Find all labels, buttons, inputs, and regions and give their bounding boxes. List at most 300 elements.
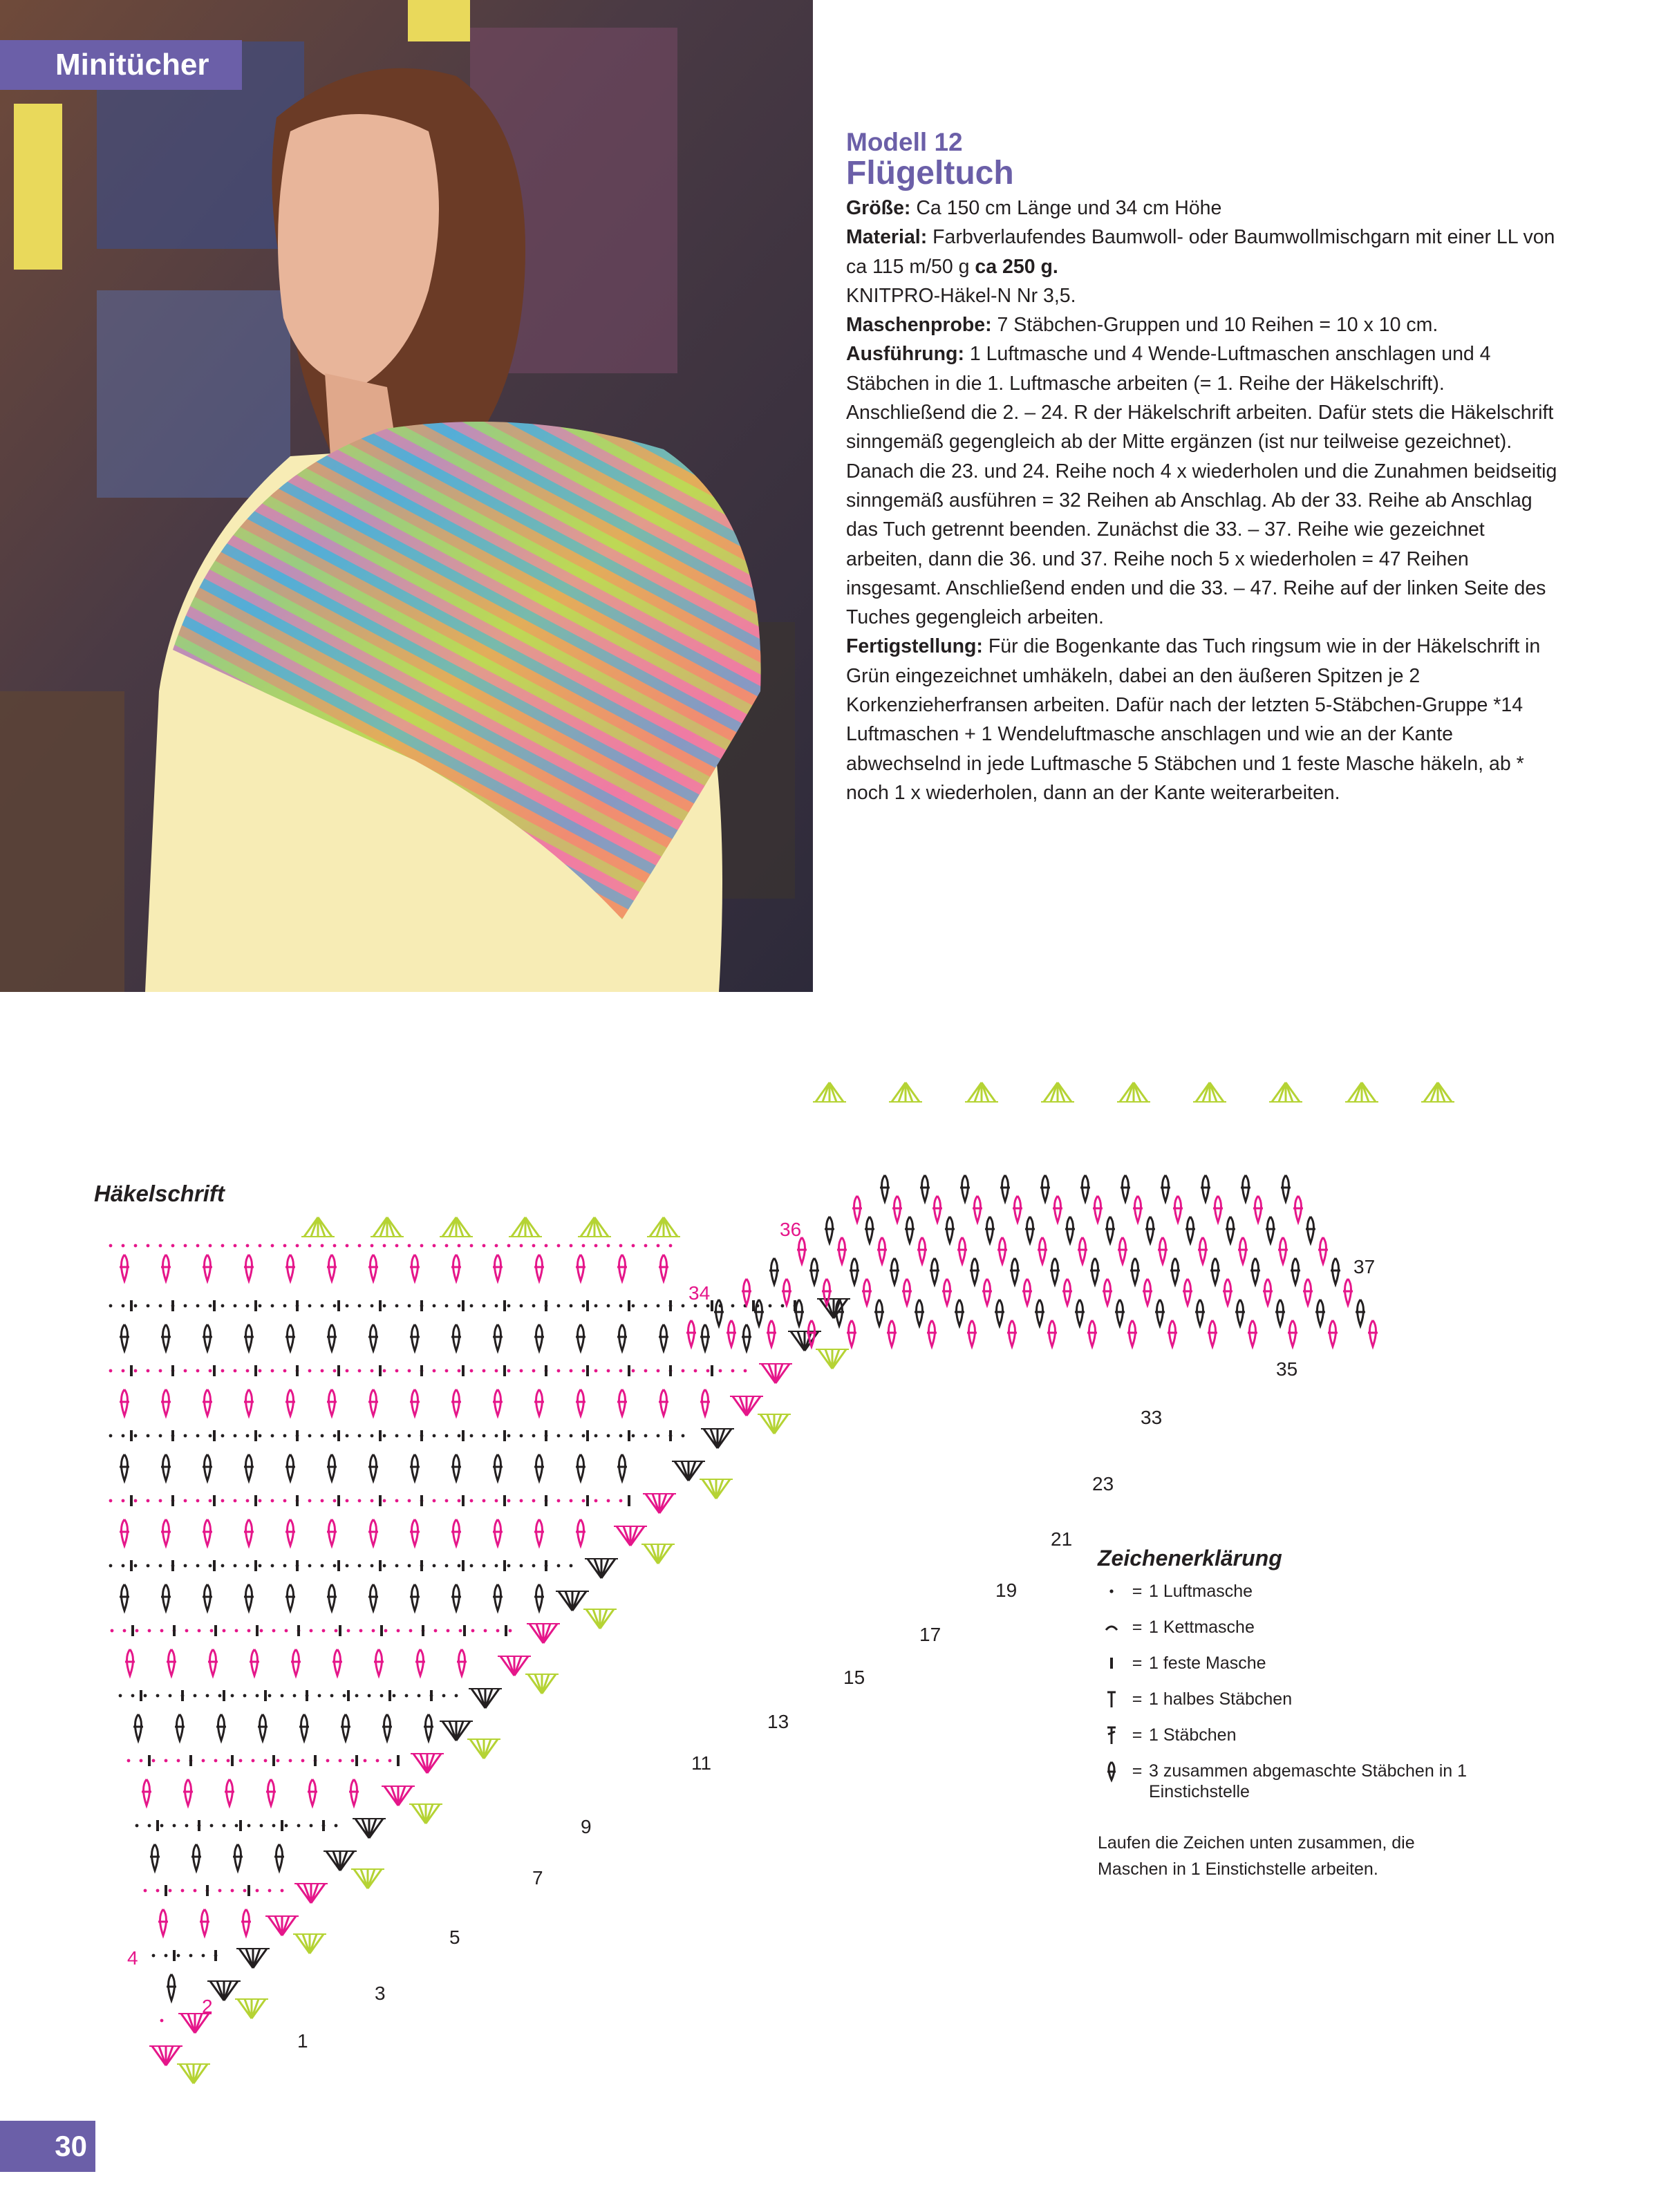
chain-stitch-mark bbox=[234, 1499, 237, 1503]
chain-stitch-mark bbox=[185, 1824, 189, 1828]
chain-stitch-mark bbox=[159, 1499, 162, 1503]
cluster-stitch-mark bbox=[374, 1649, 384, 1676]
single-crochet-mark bbox=[462, 1365, 465, 1376]
cluster-stitch-mark bbox=[727, 1320, 736, 1347]
chain-stitch-mark bbox=[507, 1244, 511, 1248]
cluster-stitch-mark bbox=[1235, 1300, 1245, 1326]
chain-stitch-mark bbox=[147, 1434, 150, 1438]
chain-stitch-mark bbox=[532, 1564, 536, 1568]
chain-stitch-mark bbox=[247, 1629, 251, 1633]
chain-stitch-mark bbox=[495, 1499, 498, 1503]
single-crochet-mark bbox=[430, 1690, 433, 1701]
cluster-stitch-mark bbox=[410, 1255, 420, 1281]
cluster-stitch-mark bbox=[1035, 1300, 1044, 1326]
chain-stitch-mark bbox=[557, 1244, 561, 1248]
chain-stitch-mark bbox=[123, 1629, 126, 1633]
chain-stitch-mark bbox=[147, 1499, 150, 1503]
cluster-stitch-mark bbox=[203, 1324, 212, 1351]
cluster-stitch-mark bbox=[120, 1584, 129, 1611]
chain-stitch-mark bbox=[358, 1564, 362, 1568]
single-crochet-mark bbox=[669, 1430, 672, 1441]
chain-stitch-mark bbox=[235, 1824, 238, 1828]
chain-stitch-mark bbox=[731, 1304, 735, 1308]
chain-stitch-mark bbox=[339, 1759, 342, 1763]
single-crochet-mark bbox=[380, 1625, 383, 1636]
single-crochet-mark bbox=[355, 1755, 358, 1766]
legend-equals: = bbox=[1132, 1653, 1143, 1673]
chain-stitch-mark bbox=[109, 1564, 113, 1568]
chain-stitch-mark bbox=[246, 1499, 250, 1503]
legend-row-double bbox=[1098, 1725, 1485, 1745]
chain-stitch-mark bbox=[209, 1369, 212, 1373]
chain-stitch-mark bbox=[122, 1564, 125, 1568]
chain-stitch-mark bbox=[445, 1434, 449, 1438]
single-crochet-mark bbox=[171, 1300, 174, 1311]
chain-stitch-mark bbox=[283, 1564, 287, 1568]
single-crochet-mark bbox=[214, 1625, 217, 1636]
chain-stitch-mark bbox=[321, 1499, 324, 1503]
cluster-stitch-mark bbox=[133, 1714, 143, 1741]
chain-stitch-mark bbox=[509, 1629, 512, 1633]
chain-stitch-mark bbox=[682, 1369, 685, 1373]
cluster-stitch-mark bbox=[457, 1649, 467, 1676]
cluster-stitch-mark bbox=[1253, 1196, 1263, 1222]
photo-illustration bbox=[0, 0, 813, 992]
chain-stitch-mark bbox=[470, 1244, 474, 1248]
chain-stitch-mark bbox=[495, 1304, 498, 1308]
chain-stitch-mark bbox=[358, 1369, 362, 1373]
chain-stitch-mark bbox=[395, 1304, 399, 1308]
chain-stitch-mark bbox=[409, 1629, 413, 1633]
chain-stitch-mark bbox=[173, 1824, 176, 1828]
cluster-stitch-mark bbox=[410, 1324, 420, 1351]
chain-stitch-mark bbox=[122, 1304, 125, 1308]
chain-stitch-mark bbox=[459, 1629, 462, 1633]
chain-stitch-mark bbox=[458, 1564, 461, 1568]
cluster-stitch-mark bbox=[120, 1519, 129, 1546]
chain-stitch-mark bbox=[256, 1889, 259, 1893]
chain-stitch-mark bbox=[442, 1694, 446, 1698]
cluster-stitch-mark bbox=[368, 1255, 378, 1281]
chain-stitch-mark bbox=[177, 1954, 180, 1958]
chain-stitch-mark bbox=[135, 1629, 139, 1633]
chain-stitch-mark bbox=[570, 1369, 573, 1373]
cluster-stitch-mark bbox=[225, 1779, 234, 1806]
chain-stitch-mark bbox=[160, 1824, 164, 1828]
cluster-stitch-mark bbox=[576, 1454, 585, 1481]
chain-stitch-mark bbox=[271, 1564, 274, 1568]
chain-stitch-mark bbox=[177, 1759, 180, 1763]
cluster-stitch-mark bbox=[1127, 1320, 1137, 1347]
chain-stitch-mark bbox=[371, 1369, 374, 1373]
single-crochet-mark bbox=[397, 1755, 400, 1766]
cluster-stitch-mark bbox=[175, 1714, 185, 1741]
cluster-stitch-mark bbox=[1275, 1300, 1285, 1326]
chain-stitch-mark bbox=[395, 1434, 399, 1438]
row-number-label: 9 bbox=[581, 1816, 592, 1837]
cluster-stitch-mark bbox=[1238, 1237, 1248, 1264]
cluster-stitch-mark bbox=[244, 1324, 254, 1351]
cluster-stitch-mark bbox=[865, 1217, 874, 1243]
chain-stitch-mark bbox=[545, 1244, 548, 1248]
single-crochet-mark bbox=[130, 1365, 133, 1376]
single-crochet-mark bbox=[462, 1430, 465, 1441]
cluster-stitch-mark bbox=[1356, 1300, 1365, 1326]
chain-stitch-mark bbox=[445, 1369, 449, 1373]
size-label: Größe: bbox=[846, 197, 911, 219]
cluster-stitch-mark bbox=[1208, 1320, 1217, 1347]
chain-stitch-mark bbox=[147, 1244, 150, 1248]
chain-stitch-mark bbox=[495, 1434, 498, 1438]
chain-stitch-mark bbox=[134, 1499, 138, 1503]
cluster-stitch-mark bbox=[274, 1844, 284, 1871]
legend-row-chain bbox=[1098, 1581, 1485, 1602]
chain-stitch-mark bbox=[371, 1564, 374, 1568]
chain-stitch-mark bbox=[458, 1434, 461, 1438]
chain-stitch-mark bbox=[122, 1434, 125, 1438]
chain-stitch-mark bbox=[259, 1304, 262, 1308]
single-crochet-mark bbox=[130, 1495, 133, 1506]
chain-stitch-mark bbox=[308, 1434, 312, 1438]
legend-equals: = bbox=[1132, 1618, 1143, 1637]
single-crochet-mark bbox=[264, 1690, 267, 1701]
cluster-stitch-mark bbox=[1121, 1175, 1130, 1201]
cluster-stitch-mark bbox=[905, 1217, 915, 1243]
cluster-stitch-mark bbox=[617, 1255, 627, 1281]
chain-stitch-mark bbox=[283, 1304, 287, 1308]
chain-stitch-mark bbox=[470, 1304, 474, 1308]
single-crochet-mark bbox=[296, 1300, 299, 1311]
chain-stitch-mark bbox=[694, 1369, 697, 1373]
size-text: Ca 150 cm Länge und 34 cm Höhe bbox=[910, 197, 1222, 219]
cluster-stitch-mark bbox=[973, 1196, 982, 1222]
cluster-stitch-mark bbox=[451, 1519, 461, 1546]
cluster-stitch-mark bbox=[1303, 1279, 1313, 1305]
chain-stitch-mark bbox=[301, 1759, 305, 1763]
chain-stitch-mark bbox=[570, 1304, 573, 1308]
cluster-stitch-mark bbox=[995, 1300, 1004, 1326]
gauge-label: Maschenprobe: bbox=[846, 314, 992, 337]
chain-stitch-mark bbox=[159, 1244, 162, 1248]
cluster-stitch-mark bbox=[1103, 1279, 1112, 1305]
chain-stitch-mark bbox=[405, 1694, 409, 1698]
single-crochet-mark bbox=[545, 1365, 547, 1376]
cluster-stitch-mark bbox=[1090, 1258, 1100, 1284]
single-crochet-mark bbox=[503, 1430, 506, 1441]
chain-stitch-mark bbox=[223, 1629, 226, 1633]
cluster-stitch-mark bbox=[957, 1237, 967, 1264]
cluster-stitch-mark bbox=[410, 1584, 420, 1611]
cluster-stitch-mark bbox=[1250, 1258, 1260, 1284]
chain-stitch-mark bbox=[252, 1759, 255, 1763]
finishing-text: Für die Bogenkante das Tuch ringsum wie in der Häkelschrift in Grün eingezeichnet umhäkeln, dabei an den äußeren Spitzen je 2 Korkenzieherfransen arbeiten. Dafür nach der letzten 5-Stäbchen-Gruppe *14 Luftmaschen + 1 Wendeluftmasche anschlagen und wie an der Kante abwechselnd in jede Luftmasche 5 Stäbchen und 1 feste Masche häkeln, ab * noch 1 x wiederholen, dann an der Kante weiterarbeiten. bbox=[846, 635, 1541, 804]
chain-stitch-mark bbox=[433, 1499, 436, 1503]
cluster-stitch-mark bbox=[244, 1389, 254, 1416]
cluster-stitch-mark bbox=[576, 1389, 585, 1416]
single-crochet-mark bbox=[296, 1430, 299, 1441]
chain-stitch-mark bbox=[260, 1824, 263, 1828]
cluster-stitch-mark bbox=[1130, 1258, 1140, 1284]
cluster-stitch-mark bbox=[424, 1714, 433, 1741]
chain-stitch-mark bbox=[165, 1954, 168, 1958]
row-number-label: 37 bbox=[1353, 1256, 1376, 1277]
cluster-stitch-mark bbox=[120, 1324, 129, 1351]
cluster-stitch-mark bbox=[1288, 1320, 1297, 1347]
legend-text-half: 1 halbes Stäbchen bbox=[1149, 1689, 1293, 1709]
chain-stitch-mark bbox=[218, 1889, 222, 1893]
cluster-stitch-mark bbox=[1053, 1196, 1062, 1222]
cluster-stitch-mark bbox=[203, 1389, 212, 1416]
legend-equals: = bbox=[1132, 1689, 1143, 1709]
chain-stitch-mark bbox=[346, 1369, 349, 1373]
cluster-stitch-mark bbox=[686, 1320, 696, 1347]
chain-stitch-mark bbox=[657, 1369, 660, 1373]
single-crochet-mark bbox=[198, 1820, 200, 1831]
cluster-stitch-icon bbox=[1098, 1761, 1125, 1781]
chain-stitch-mark bbox=[221, 1369, 225, 1373]
cluster-stitch-mark bbox=[945, 1217, 955, 1243]
cluster-stitch-mark bbox=[451, 1584, 461, 1611]
chain-stitch-mark bbox=[383, 1564, 386, 1568]
chain-stitch-mark bbox=[184, 1304, 187, 1308]
chain-stitch-mark bbox=[135, 1824, 139, 1828]
single-crochet-mark bbox=[213, 1560, 216, 1571]
cluster-stitch-mark bbox=[1198, 1237, 1208, 1264]
single-crochet-mark bbox=[420, 1560, 423, 1571]
cluster-stitch-mark bbox=[327, 1389, 337, 1416]
chain-stitch-mark bbox=[607, 1434, 610, 1438]
chain-stitch-mark bbox=[458, 1304, 461, 1308]
legend-note: Laufen die Zeichen unten zusammen, die Maschen in 1 Einstichstelle arbeiten. bbox=[1098, 1833, 1415, 1879]
chain-stitch-mark bbox=[682, 1304, 685, 1308]
chain-stitch-mark bbox=[246, 1369, 250, 1373]
size-paragraph bbox=[846, 194, 1565, 223]
chain-stitch-mark bbox=[259, 1564, 262, 1568]
single-crochet-mark bbox=[711, 1365, 713, 1376]
cluster-stitch-mark bbox=[714, 1300, 724, 1326]
chain-stitch-mark bbox=[321, 1434, 324, 1438]
cluster-stitch-mark bbox=[368, 1584, 378, 1611]
instructions-paragraph bbox=[846, 339, 1565, 632]
chain-stitch-mark bbox=[159, 1369, 162, 1373]
chain-stitch-mark bbox=[557, 1499, 561, 1503]
chain-stitch-mark bbox=[582, 1304, 585, 1308]
chain-stitch-mark bbox=[122, 1244, 125, 1248]
chain-stitch-mark bbox=[246, 1434, 250, 1438]
chain-stitch-mark bbox=[184, 1499, 187, 1503]
single-crochet-mark bbox=[420, 1300, 423, 1311]
single-crochet-mark bbox=[213, 1430, 216, 1441]
chain-stitch-mark bbox=[283, 1434, 287, 1438]
chain-stitch-mark bbox=[532, 1499, 536, 1503]
single-crochet-mark bbox=[420, 1430, 423, 1441]
chain-stitch-mark bbox=[326, 1759, 330, 1763]
half-double-crochet-icon bbox=[1098, 1689, 1125, 1709]
cluster-stitch-mark bbox=[970, 1258, 980, 1284]
cluster-stitch-mark bbox=[216, 1714, 226, 1741]
double-crochet-icon bbox=[1098, 1725, 1125, 1745]
chain-stitch-mark bbox=[196, 1434, 200, 1438]
cluster-stitch-mark bbox=[1022, 1279, 1032, 1305]
cluster-stitch-mark bbox=[493, 1324, 503, 1351]
single-crochet-mark bbox=[254, 1430, 257, 1441]
chain-stitch-mark bbox=[276, 1759, 280, 1763]
single-crochet-mark bbox=[131, 1625, 134, 1636]
material-text: Farbverlaufendes Baumwoll- oder Baumwollmischgarn mit einer LL von ca 115 m/50 g bbox=[846, 226, 1555, 278]
chain-stitch-mark bbox=[234, 1369, 237, 1373]
single-crochet-mark bbox=[254, 1560, 257, 1571]
chain-stitch-mark bbox=[259, 1499, 262, 1503]
chain-stitch-mark bbox=[346, 1499, 349, 1503]
legend-equals: = bbox=[1132, 1725, 1143, 1745]
single-crochet-mark bbox=[213, 1300, 216, 1311]
chain-stitch-mark bbox=[458, 1499, 461, 1503]
cluster-stitch-mark bbox=[1318, 1237, 1328, 1264]
single-crochet-mark bbox=[586, 1495, 589, 1506]
cluster-stitch-mark bbox=[1223, 1279, 1232, 1305]
chain-stitch-mark bbox=[209, 1244, 212, 1248]
chain-stitch-mark bbox=[259, 1244, 262, 1248]
cluster-stitch-mark bbox=[797, 1237, 807, 1264]
cluster-stitch-mark bbox=[767, 1320, 776, 1347]
chain-stitch-mark bbox=[619, 1244, 623, 1248]
cluster-stitch-mark bbox=[1145, 1217, 1155, 1243]
cluster-stitch-mark bbox=[967, 1320, 977, 1347]
chain-stitch-mark bbox=[283, 1369, 287, 1373]
chain-stitch-mark bbox=[196, 1369, 200, 1373]
single-crochet-mark bbox=[297, 1625, 300, 1636]
chain-stitch-mark bbox=[119, 1694, 122, 1698]
cluster-stitch-mark bbox=[1293, 1196, 1303, 1222]
single-crochet-mark bbox=[379, 1495, 382, 1506]
chain-stitch-mark bbox=[644, 1434, 648, 1438]
cluster-stitch-mark bbox=[415, 1649, 425, 1676]
chain-stitch-mark bbox=[376, 1759, 379, 1763]
cluster-stitch-mark bbox=[1213, 1196, 1223, 1222]
single-crochet-mark bbox=[462, 1560, 465, 1571]
single-crochet-mark bbox=[503, 1300, 506, 1311]
single-crochet-mark bbox=[254, 1300, 257, 1311]
cluster-stitch-mark bbox=[332, 1649, 342, 1676]
row-number-label: 34 bbox=[688, 1282, 711, 1304]
chain-stitch-mark bbox=[694, 1304, 697, 1308]
chain-stitch-mark bbox=[371, 1499, 374, 1503]
single-crochet-mark bbox=[503, 1495, 506, 1506]
cluster-stitch-mark bbox=[1281, 1175, 1291, 1201]
single-crochet-mark bbox=[213, 1495, 216, 1506]
chain-stitch-mark bbox=[321, 1304, 324, 1308]
chain-stitch-mark bbox=[364, 1759, 367, 1763]
cluster-stitch-mark bbox=[1013, 1196, 1022, 1222]
chain-stitch-mark bbox=[582, 1499, 585, 1503]
chain-stitch-mark bbox=[194, 1889, 197, 1893]
cluster-stitch-mark bbox=[203, 1454, 212, 1481]
single-crochet-mark bbox=[337, 1495, 340, 1506]
chain-stitch-mark bbox=[156, 1889, 160, 1893]
chain-stitch-mark bbox=[235, 1629, 238, 1633]
single-crochet-mark bbox=[503, 1560, 506, 1571]
single-crochet-mark bbox=[545, 1560, 547, 1571]
single-crochet-mark bbox=[628, 1495, 630, 1506]
cluster-stitch-mark bbox=[982, 1279, 992, 1305]
pattern-description bbox=[846, 129, 1565, 807]
chain-stitch-mark bbox=[496, 1629, 500, 1633]
chain-stitch-mark bbox=[194, 1694, 197, 1698]
chain-stitch-mark bbox=[594, 1434, 598, 1438]
single-crochet-mark bbox=[256, 1625, 259, 1636]
cluster-stitch-mark bbox=[880, 1175, 890, 1201]
cluster-stitch-mark bbox=[161, 1389, 171, 1416]
single-crochet-mark bbox=[148, 1755, 151, 1766]
chain-stitch-mark bbox=[259, 1434, 262, 1438]
chain-stitch-mark bbox=[557, 1304, 561, 1308]
chain-stitch-mark bbox=[184, 1244, 187, 1248]
cluster-stitch-mark bbox=[534, 1255, 544, 1281]
chain-stitch-mark bbox=[368, 1694, 371, 1698]
cluster-stitch-mark bbox=[1291, 1258, 1300, 1284]
cluster-stitch-mark bbox=[349, 1779, 359, 1806]
cluster-stitch-mark bbox=[902, 1279, 912, 1305]
chain-stitch-mark bbox=[231, 1694, 234, 1698]
cluster-stitch-mark bbox=[250, 1649, 259, 1676]
instructions-label: Ausführung: bbox=[846, 343, 964, 366]
chain-stitch-mark bbox=[234, 1244, 237, 1248]
chain-stitch-mark bbox=[570, 1499, 573, 1503]
cluster-stitch-mark bbox=[1000, 1175, 1010, 1201]
single-crochet-mark bbox=[463, 1625, 466, 1636]
cluster-stitch-mark bbox=[285, 1389, 295, 1416]
chain-stitch-mark bbox=[458, 1244, 461, 1248]
cluster-stitch-mark bbox=[852, 1196, 862, 1222]
chain-stitch-mark bbox=[296, 1244, 299, 1248]
chain-stitch-mark bbox=[147, 1304, 150, 1308]
chain-stitch-mark bbox=[470, 1564, 474, 1568]
single-crochet-mark bbox=[223, 1690, 225, 1701]
chain-stitch-mark bbox=[359, 1629, 363, 1633]
chain-stitch-mark bbox=[731, 1369, 735, 1373]
cluster-stitch-mark bbox=[327, 1454, 337, 1481]
chain-stitch-mark bbox=[532, 1369, 536, 1373]
chain-stitch-mark bbox=[393, 1694, 396, 1698]
cluster-stitch-mark bbox=[233, 1844, 243, 1871]
single-crochet-mark bbox=[347, 1690, 350, 1701]
chain-stitch-mark bbox=[148, 1629, 151, 1633]
chain-stitch-mark bbox=[383, 1244, 386, 1248]
chain-stitch-mark bbox=[285, 1824, 288, 1828]
cluster-stitch-mark bbox=[1118, 1237, 1127, 1264]
cluster-stitch-mark bbox=[1143, 1279, 1152, 1305]
chain-stitch-mark bbox=[346, 1434, 349, 1438]
chain-stitch-mark bbox=[520, 1434, 523, 1438]
cluster-stitch-mark bbox=[120, 1389, 129, 1416]
chain-stitch-mark bbox=[184, 1369, 187, 1373]
chain-stitch-mark bbox=[520, 1499, 523, 1503]
chain-stitch-mark bbox=[632, 1434, 635, 1438]
cluster-stitch-mark bbox=[862, 1279, 872, 1305]
cluster-stitch-mark bbox=[955, 1300, 964, 1326]
chain-stitch-mark bbox=[507, 1564, 511, 1568]
chain-stitch-mark bbox=[281, 1889, 284, 1893]
chain-stitch-mark bbox=[333, 1369, 337, 1373]
cluster-stitch-mark bbox=[930, 1258, 939, 1284]
chain-stitch-mark bbox=[383, 1499, 386, 1503]
single-crochet-mark bbox=[752, 1300, 755, 1311]
single-crochet-mark bbox=[337, 1300, 340, 1311]
chain-stitch-mark bbox=[355, 1694, 359, 1698]
cluster-stitch-mark bbox=[1075, 1300, 1085, 1326]
cluster-stitch-mark bbox=[410, 1389, 420, 1416]
cluster-stitch-mark bbox=[1047, 1320, 1057, 1347]
